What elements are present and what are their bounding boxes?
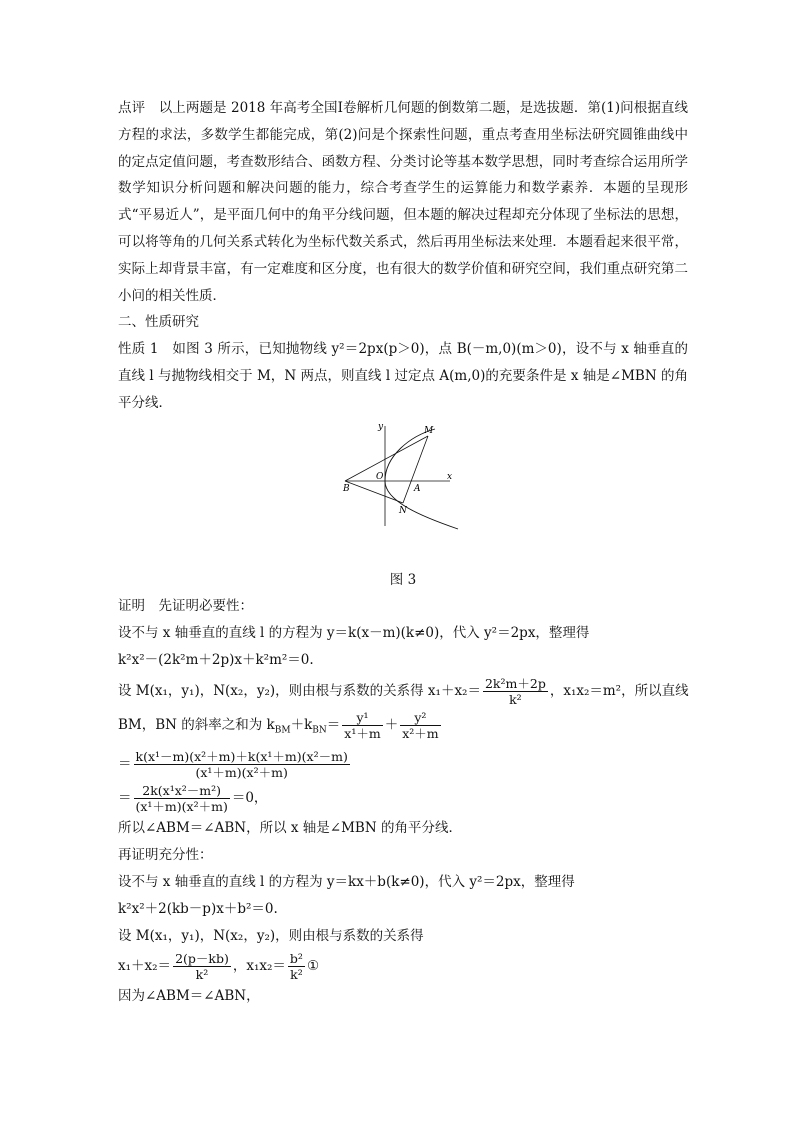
proof-line-12: 因为∠ABM＝∠ABN，: [118, 988, 260, 1005]
document-page: [118, 95, 688, 1010]
proof-heading-sufficiency: 再证明充分性：: [118, 847, 213, 864]
proof-line-1: 设不与 x 轴垂直的直线 l 的方程为 y＝k(x－m)(k≠0)，代入 y²＝2px，整理得: [118, 625, 590, 642]
section-heading: 二、性质研究: [118, 314, 199, 331]
fraction-slope-bm: $\frac{\text{y¹}}{\text{x¹＋m}}$: [344, 709, 381, 741]
figure-caption: 图 3: [389, 571, 417, 588]
proof-line-4: BM，BN 的斜率之和为 $k_{BM}+k_{BN}=$ $\frac{\text{y¹}}{\text{x¹＋m}}$ ＋ $\frac{\text{y²}}{\text{x²＋m}}$: [118, 709, 439, 741]
parabola-diagram: [340, 421, 460, 539]
proof-line-10: 设 M(x₁，y₁)，N(x₂，y₂)，则由根与系数的关系得: [118, 927, 424, 944]
fraction-expanded: $\frac{\text{k(x¹－m)(x²＋m)＋k(x¹＋m)(x²－m)}}{\text{(x¹＋m)(x²＋m)}}$: [135, 749, 348, 781]
proof-line-6: ＝ $\frac{\text{2k(x¹x²－m²)}}{\text{(x¹＋m)(x²＋m)}}$ ＝0，: [118, 783, 268, 815]
proof-line-5: ＝ $\frac{\text{k(x¹－m)(x²＋m)＋k(x¹＋m)(x²－m)}}{\text{(x¹＋m)(x²＋m)}}$: [118, 749, 348, 781]
property-1-statement: 性质 1 如图 3 所示，已知抛物线 y²＝2px(p＞0)，点 B(－m,0)(m＞0)，设不与 x 轴垂直的直线 l 与抛物线相交于 M，N 两点，则直线 l 过定点 A(m,0)的充要条件是 x 轴是∠MBN 的角平分线．: [118, 341, 688, 411]
fraction-slope-bn: $\frac{\text{y²}}{\text{x²＋m}}$: [402, 709, 439, 741]
fraction-product: $\frac{\text{b²}}{\text{k²}}$: [289, 951, 303, 983]
line-BN: [345, 481, 403, 503]
proof-heading-necessity: 证明 先证明必要性：: [118, 598, 253, 615]
label-A: A: [414, 483, 421, 494]
label-B: B: [343, 483, 350, 494]
proof-line-2: k²x²－(2k²m＋2p)x＋k²m²＝0.: [118, 651, 314, 668]
label-O: O: [376, 471, 384, 482]
label-y: y: [378, 421, 384, 432]
review-paragraph: 点评 以上两题是 2018 年高考全国Ⅰ卷解析几何题的倒数第二题，是选拔题．第(1)问根据直线方程的求法，多数学生都能完成，第(2)问是个探索性问题，重点考查用坐标法研究圆锥曲线中的定点定值问题，考查数形结合、函数方程、分类讨论等基本数学思想，同时考查综合运用所学数学知识分析问题和解决问题的能力，综合考查学生的运算能力和数学素养．本题的呈现形式“平易近人”，是平面几何中的角平分线问题，但本题的解决过程却充分体现了坐标法的思想，可以将等角的几何关系式转化为坐标代数关系式，然后再用坐标法来处理．本题看起来很平常，实际上却背景丰富，有一定难度和区分度，也有很大的数学价值和研究空间，我们重点研究第二小问的相关性质．: [118, 100, 688, 304]
figure-3: [0, 417, 794, 567]
fraction-sum: $\frac{2(p-kb)}{\text{k²}}$: [175, 951, 229, 983]
label-x: x: [447, 471, 453, 482]
fraction-sum-roots: $\frac{\text{2k²m＋2p}}{\text{k²}}$: [484, 675, 546, 707]
proof-line-7: 所以∠ABM＝∠ABN，所以 x 轴是∠MBN 的角平分线．: [118, 820, 462, 837]
proof-line-3: 设 M(x₁，y₁)，N(x₂，y₂)，则由根与系数的关系得 x₁＋x₂＝ $\frac{\text{2k²m＋2p}}{\text{k²}}$ ，x₁x₂＝m²，所以直线: [118, 675, 689, 707]
proof-line-9: k²x²＋2(kb－p)x＋b²＝0.: [118, 900, 278, 917]
line-BM: [345, 436, 428, 481]
label-M: M: [424, 425, 434, 436]
label-N: N: [399, 505, 407, 516]
proof-line-11: x₁＋x₂＝ $\frac{2(p-kb)}{\text{k²}}$ ，x₁x₂＝ $\frac{\text{b²}}{\text{k²}}$ ①: [118, 951, 320, 983]
fraction-simplified: $\frac{\text{2k(x¹x²－m²)}}{\text{(x¹＋m)(x²＋m)}}$: [135, 783, 228, 815]
proof-line-8: 设不与 x 轴垂直的直线 l 的方程为 y＝kx＋b(k≠0)，代入 y²＝2px，整理得: [118, 874, 575, 891]
